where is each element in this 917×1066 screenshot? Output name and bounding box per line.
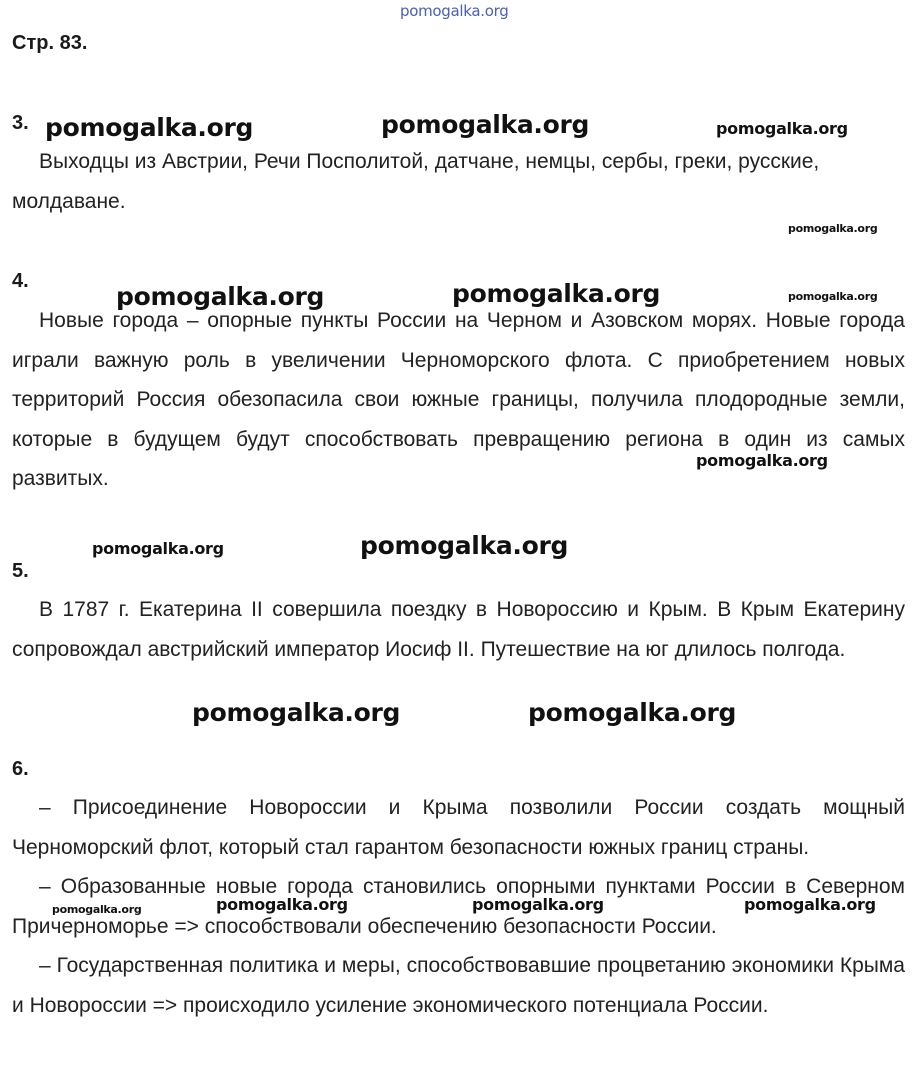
section-number: 4. — [12, 270, 29, 292]
section-paragraph: – Государственная политика и меры, способствовавшие процветанию экономики Крыма и Новороссии => происходило усиление экономического потенциала России. — [12, 954, 905, 1017]
watermark: pomogalka.org — [192, 698, 401, 727]
watermark: pomogalka.org — [716, 119, 848, 138]
watermark: pomogalka.org — [381, 110, 590, 139]
watermark: pomogalka.org — [360, 531, 569, 560]
watermark: pomogalka.org — [528, 698, 737, 727]
watermark: pomogalka.org — [216, 895, 348, 914]
section-paragraph: В 1787 г. Екатерина II совершила поездку в Новороссию и Крым. В Крым Екатерину сопровождал австрийский император Иосиф II. Путешествие на юг длилось полгода. — [12, 598, 905, 661]
section-number: 5. — [12, 560, 29, 582]
watermark: pomogalka.org — [744, 895, 876, 914]
watermark: pomogalka.org — [452, 279, 661, 308]
watermark: pomogalka.org — [788, 290, 878, 303]
watermark: pomogalka.org — [788, 222, 878, 235]
section-paragraph: Выходцы из Австрии, Речи Посполитой, датчане, немцы, сербы, греки, русские, молдаване. — [12, 150, 820, 213]
section-paragraph: – Образованные новые города становились опорными пунктами России в Северном Причерноморье => способствовали обеспечению безопасности России. — [12, 875, 905, 938]
watermark: pomogalka.org — [696, 451, 828, 470]
watermark: pomogalka.org — [45, 113, 254, 142]
page-heading: Стр. 83. — [12, 32, 88, 54]
section-number: 3. — [12, 112, 29, 134]
watermark: pomogalka.org — [116, 282, 325, 311]
watermark: pomogalka.org — [92, 539, 224, 558]
section-number: 6. — [12, 758, 29, 780]
watermark: pomogalka.org — [52, 903, 142, 916]
watermark-top: pomogalka.org — [400, 2, 509, 20]
section-paragraph: – Присоединение Новороссии и Крыма позволили России создать мощный Черноморский флот, который стал гарантом безопасности южных границ страны. — [12, 796, 905, 859]
section-paragraph: Новые города – опорные пункты России на Черном и Азовском морях. Новые города играли важную роль в увеличении Черноморского флота. С приобретением новых территорий Россия обезопасила свои южные границы, получила плодородные земли, которые в будущем будут способствовать превращению региона в один из самых развитых. — [12, 309, 905, 490]
watermark: pomogalka.org — [472, 895, 604, 914]
